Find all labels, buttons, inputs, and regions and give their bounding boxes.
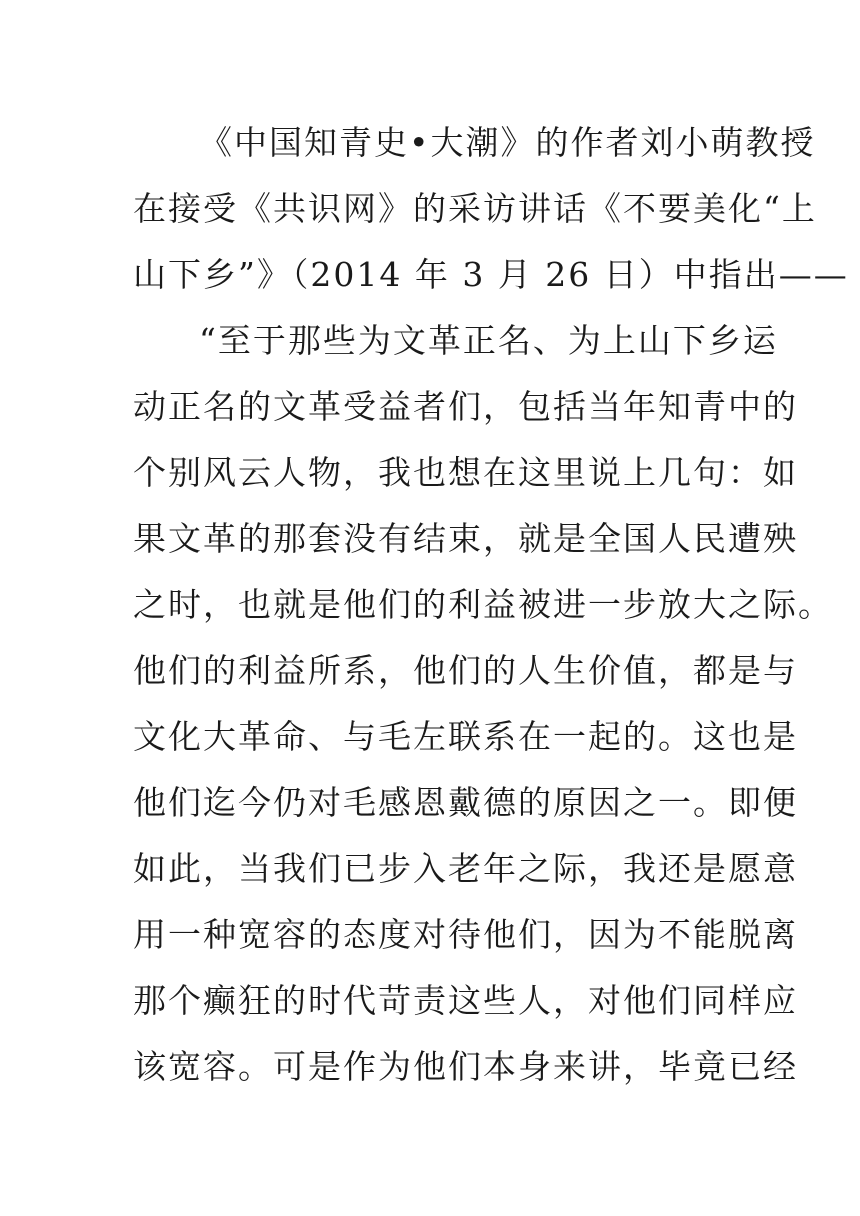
text-line-10: 文化大革命、与毛左联系在一起的。这也是 [133, 717, 798, 756]
text-line-9: 他们的利益所系，他们的人生价值，都是与 [133, 651, 798, 690]
text-line-1: 《中国知青史•大潮》的作者刘小萌教授 [199, 123, 816, 162]
text-line-2: 在接受《共识网》的采访讲话《不要美化“上 [133, 189, 817, 228]
text-line-5: 动正名的文革受益者们，包括当年知青中的 [133, 387, 798, 426]
text-line-11: 他们迄今仍对毛感恩戴德的原因之一。即便 [133, 783, 798, 822]
text-line-3: 山下乡”》（2014 年 3 月 26 日）中指出—— [133, 255, 849, 294]
text-line-15: 该宽容。可是作为他们本身来讲，毕竟已经 [133, 1047, 798, 1086]
text-line-6: 个别风云人物，我也想在这里说上几句：如 [133, 453, 798, 492]
text-line-7: 果文革的那套没有结束，就是全国人民遭殃 [133, 519, 798, 558]
text-line-4: “至于那些为文革正名、为上山下乡运 [199, 321, 778, 360]
text-line-14: 那个癫狂的时代苛责这些人，对他们同样应 [133, 981, 798, 1020]
body-text [133, 110, 849, 1100]
text-line-8: 之时，也就是他们的利益被进一步放大之际。 [133, 585, 833, 624]
text-line-12: 如此，当我们已步入老年之际，我还是愿意 [133, 849, 798, 888]
text-line-13: 用一种宽容的态度对待他们，因为不能脱离 [133, 915, 798, 954]
